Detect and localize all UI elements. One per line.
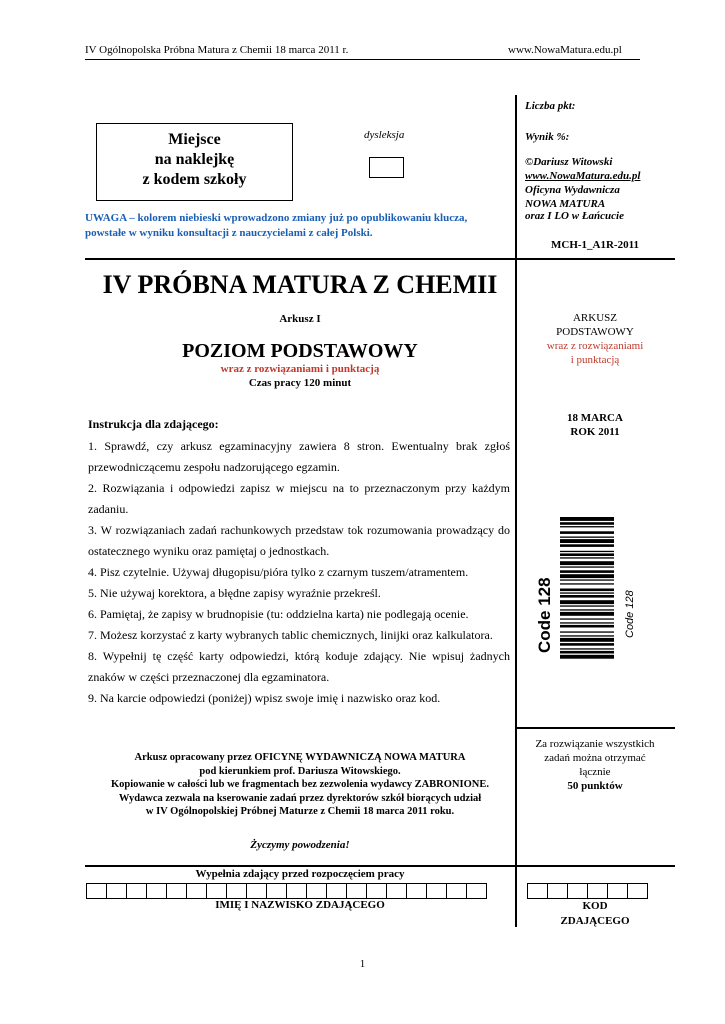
barcode-bar xyxy=(560,648,614,649)
code-label xyxy=(515,899,675,929)
copyright-text: ©Dariusz Witowski xyxy=(525,156,613,168)
input-cell[interactable] xyxy=(106,883,127,899)
points-line-1: Za rozwiązanie wszystkich xyxy=(535,738,655,750)
barcode-bar xyxy=(560,609,614,610)
sticker-line-2: na naklejkę xyxy=(154,151,235,168)
barcode-bar xyxy=(560,517,614,521)
date-right-2: ROK 2011 xyxy=(570,426,620,438)
czas-pracy: Czas pracy 120 minut xyxy=(248,377,352,389)
barcode-bar xyxy=(560,589,614,592)
wraz-right-2: i punktacją xyxy=(570,354,620,366)
input-cell[interactable] xyxy=(326,883,347,899)
input-cell[interactable] xyxy=(446,883,467,899)
name-input-boxes[interactable] xyxy=(86,883,486,899)
sticker-line-1: Miejsce xyxy=(168,131,221,148)
date-right-1: 18 MARCA xyxy=(567,412,623,424)
website-link[interactable]: www.NowaMatura.edu.pl xyxy=(525,170,641,182)
barcode-bar xyxy=(560,553,614,556)
input-cell[interactable] xyxy=(286,883,307,899)
barcode-bar xyxy=(560,561,614,565)
barcode-bar xyxy=(560,557,614,558)
wynik-label: Wynik %: xyxy=(525,131,570,143)
code-label-line-1: KOD xyxy=(582,900,608,912)
main-title: IV PRÓBNA MATURA Z CHEMII xyxy=(102,270,498,299)
barcode-label-small: Code 128 xyxy=(624,590,636,638)
instruction-item: 7. Możesz korzystać z karty wybranych tablic chemicznych, linijki oraz kalkulatora. xyxy=(88,628,493,642)
publisher-line: w IV Ogólnopolskiej Próbnej Maturze z Chemii 18 marca 2011 roku. xyxy=(145,806,455,817)
page-header-left: IV Ogólnopolska Próbna Matura z Chemii 18 marca 2011 r. xyxy=(85,44,349,56)
dysleksja-label: dysleksja xyxy=(364,129,405,141)
barcode-bar xyxy=(560,570,614,573)
input-cell[interactable] xyxy=(587,883,608,899)
sticker-line-3: z kodem szkoły xyxy=(142,171,247,188)
instruction-item: 3. W rozwiązaniach zadań rachunkowych przedstaw tok rozumowania prowadzący do ostatecznego wyniku oraz pamiętaj o jednostkach. xyxy=(88,523,510,558)
vertical-divider xyxy=(515,95,517,927)
input-cell[interactable] xyxy=(226,883,247,899)
publisher-line: pod kierunkiem prof. Dariusza Witowskiego. xyxy=(199,765,401,777)
input-cell[interactable] xyxy=(607,883,628,899)
page-header-right: www.NowaMatura.edu.pl xyxy=(508,44,622,56)
wraz-subtitle: wraz z rozwiązaniami i punktacją xyxy=(220,363,380,375)
oficyna-text: Oficyna Wydawnicza xyxy=(525,184,620,196)
barcode-bar xyxy=(560,638,614,642)
barcode-bar xyxy=(560,579,614,580)
input-cell[interactable] xyxy=(86,883,107,899)
input-cell[interactable] xyxy=(266,883,287,899)
barcode-bar xyxy=(560,600,614,604)
instruction-item: 8. Wypełnij tę część karty odpowiedzi, którą koduje zdający. Nie wpisuj żadnych znaków w części przeznaczonej dla egzaminatora. xyxy=(88,649,510,684)
barcode-bar xyxy=(560,655,614,659)
barcode-bar xyxy=(560,625,614,628)
barcode-bar xyxy=(560,592,614,593)
horizontal-divider-right xyxy=(515,727,675,729)
liczba-pkt-label: Liczba pkt: xyxy=(525,100,576,112)
input-cell[interactable] xyxy=(246,883,267,899)
barcode-bar xyxy=(560,618,614,619)
input-cell[interactable] xyxy=(527,883,548,899)
dysleksja-checkbox[interactable] xyxy=(369,157,404,178)
instructions-title: Instrukcja dla zdającego: xyxy=(88,417,219,431)
form-instruction: Wypełnia zdający przed rozpoczęciem pracy xyxy=(195,868,405,880)
header-rule xyxy=(85,59,640,60)
instruction-item: 5. Nie używaj korektora, a błędne zapisy wyraźnie przekreśl. xyxy=(88,586,381,600)
publisher-line: Arkusz opracowany przez OFICYNĘ WYDAWNICZĄ NOWA MATURA xyxy=(134,752,466,763)
input-cell[interactable] xyxy=(426,883,447,899)
code-input-boxes[interactable] xyxy=(527,883,647,899)
barcode-bar xyxy=(560,631,614,632)
wraz-right-1: wraz z rozwiązaniami xyxy=(546,340,644,352)
points-line-3: łącznie xyxy=(579,766,611,778)
input-cell[interactable] xyxy=(186,883,207,899)
barcode-bar xyxy=(560,526,614,527)
barcode-bar xyxy=(560,544,614,547)
barcode-bar xyxy=(560,643,614,646)
input-cell[interactable] xyxy=(306,883,327,899)
horizontal-divider-top xyxy=(85,258,675,260)
input-cell[interactable] xyxy=(567,883,588,899)
barcode-label-big: Code 128 xyxy=(535,577,554,653)
barcode-bars xyxy=(560,517,614,659)
instruction-item: 2. Rozwiązania i odpowiedzi zapisz w miejscu na to przeznaczonym przy każdym zadaniu. xyxy=(88,481,510,516)
barcode-bar xyxy=(560,531,614,534)
points-total: 50 punktów xyxy=(567,780,623,792)
instruction-item: 1. Sprawdź, czy arkusz egzaminacyjny zawiera 8 stron. Ewentualny brak zgłoś przewodniczącemu zespołu nadzorującego egzamin. xyxy=(88,439,510,474)
horizontal-divider-bottom xyxy=(85,865,675,867)
page-number: 1 xyxy=(359,958,366,970)
arkusz-label: Arkusz I xyxy=(279,313,321,325)
input-cell[interactable] xyxy=(386,883,407,899)
barcode-bar xyxy=(560,522,614,525)
barcode-bar xyxy=(560,595,614,598)
input-cell[interactable] xyxy=(206,883,227,899)
instruction-item: 9. Na karcie odpowiedzi (poniżej) wpisz swoje imię i nazwisko oraz kod. xyxy=(88,691,441,705)
input-cell[interactable] xyxy=(146,883,167,899)
podstawowy-right: PODSTAWOWY xyxy=(556,326,634,338)
barcode-bar xyxy=(560,635,614,636)
input-cell[interactable] xyxy=(126,883,147,899)
exam-code: MCH-1_A1R-2011 xyxy=(551,239,639,251)
publisher-line: Kopiowanie w całości lub we fragmentach bez zezwolenia wydawcy ZABRONIONE. xyxy=(111,779,489,790)
publisher-info xyxy=(85,751,515,819)
barcode-bar xyxy=(560,651,614,654)
barcode-bar xyxy=(560,583,614,584)
input-cell[interactable] xyxy=(627,883,648,899)
uwaga-notice: UWAGA – kolorem niebieski wprowadzono zmiany już po opublikowaniu klucza, powstałe w wyniku konsultacji z nauczycielami z całej Polski. xyxy=(85,212,468,239)
good-luck: Życzymy powodzenia! xyxy=(250,839,350,851)
barcode-bar xyxy=(560,566,614,567)
nowa-matura-text: NOWA MATURA xyxy=(525,198,606,210)
barcode-bar xyxy=(560,537,614,538)
lo-text: oraz I LO w Łańcucie xyxy=(525,210,624,222)
instruction-item: 4. Pisz czytelnie. Używaj długopisu/pióra tylko z czarnym tuszem/atramentem. xyxy=(88,565,469,579)
publisher-line: Wydawca zezwala na kserowanie zadań przez dyrektorów szkół biorących udział xyxy=(118,792,482,804)
barcode-bar xyxy=(560,605,614,606)
input-cell[interactable] xyxy=(466,883,487,899)
barcode-bar xyxy=(560,539,614,543)
barcode-bar xyxy=(560,622,614,623)
sticker-box xyxy=(96,123,293,201)
input-cell[interactable] xyxy=(346,883,367,899)
code-label-line-2: ZDAJĄCEGO xyxy=(560,915,630,927)
input-cell[interactable] xyxy=(547,883,568,899)
barcode-bar xyxy=(560,551,614,552)
name-label: IMIĘ I NAZWISKO ZDAJĄCEGO xyxy=(215,899,385,911)
barcode-bar xyxy=(560,612,614,616)
arkusz-right: ARKUSZ xyxy=(572,312,617,324)
poziom-title: POZIOM PODSTAWOWY xyxy=(182,340,418,362)
input-cell[interactable] xyxy=(406,883,427,899)
points-line-2: zadań można otrzymać xyxy=(544,752,646,764)
input-cell[interactable] xyxy=(166,883,187,899)
barcode-graphic xyxy=(526,513,646,713)
input-cell[interactable] xyxy=(366,883,387,899)
instruction-item: 6. Pamiętaj, że zapisy w brudnopisie (tu: oddzielna karta) nie podlegają ocenie. xyxy=(88,607,469,621)
barcode-bar xyxy=(560,574,614,578)
instructions-list xyxy=(88,436,510,709)
